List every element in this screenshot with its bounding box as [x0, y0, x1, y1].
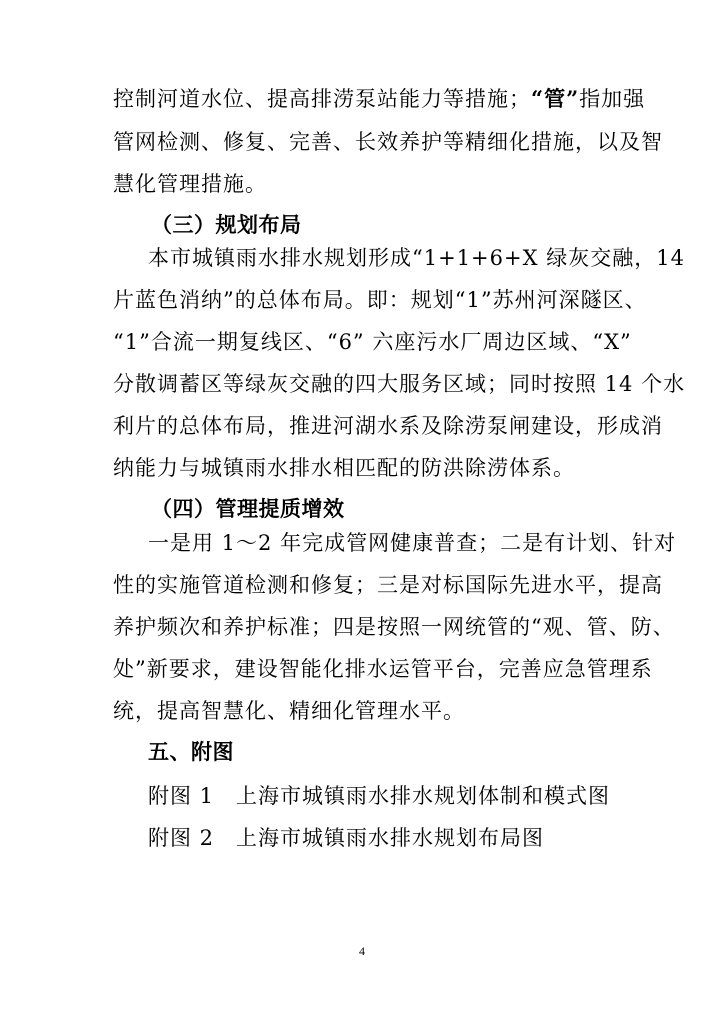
- heading-planning-layout: （三）规划布局: [151, 213, 302, 237]
- heading-appendix: 五、附图: [148, 740, 234, 764]
- page-number: 4: [359, 944, 365, 958]
- paragraph-2-line-5: 利片的总体布局，推进河湖水系及除涝泵闸建设，形成消: [113, 414, 663, 438]
- paragraph-3-line-1: 一是用 1～2 年完成管网健康普查；二是有计划、针对: [148, 531, 677, 555]
- appendix-item-2: 附图 2 上海市城镇雨水排水规划布局图: [148, 826, 545, 850]
- paragraph-2-line-1: 本市城镇雨水排水规划形成“1+1+6+X 绿灰交融，14: [148, 246, 685, 270]
- paragraph-3-line-2: 性的实施管道检测和修复；三是对标国际先进水平，提高: [113, 573, 663, 597]
- paragraph-1-line-1-text: 控制河道水位、提高排涝泵站能力等措施；: [113, 87, 531, 111]
- paragraph-2-line-2: 片蓝色消纳”的总体布局。即：规划“1”苏州河深隧区、: [113, 288, 647, 312]
- paragraph-3-line-5: 统，提高智慧化、精细化管理水平。: [113, 699, 465, 723]
- paragraph-1-line-1: [113, 84, 724, 114]
- paragraph-3-line-4: 处”新要求，建设智能化排水运管平台，完善应急管理系: [113, 657, 653, 681]
- heading-management-quality: （四）管理提质增效: [151, 497, 345, 521]
- paragraph-1-line-2: 管网检测、修复、完善、长效养护等精细化措施，以及智: [113, 130, 663, 154]
- paragraph-1-line-3: 慧化管理措施。: [113, 172, 267, 196]
- paragraph-2-line-4: 分散调蓄区等绿灰交融的四大服务区域；同时按照 14 个水: [113, 372, 686, 396]
- appendix-item-1: 附图 1 上海市城镇雨水排水规划体制和模式图: [148, 784, 611, 808]
- emphasis-guan: “管”: [531, 86, 580, 111]
- paragraph-3-line-3: 养护频次和养护标准；四是按照一网统管的“观、管、防、: [113, 615, 675, 639]
- paragraph-1-line-1-tail: 指加强: [579, 87, 646, 111]
- paragraph-2-line-6: 纳能力与城镇雨水排水相匹配的防洪除涝体系。: [113, 456, 575, 480]
- paragraph-2-line-3: “1”合流一期复线区、“6” 六座污水厂周边区域、“X”: [113, 330, 632, 354]
